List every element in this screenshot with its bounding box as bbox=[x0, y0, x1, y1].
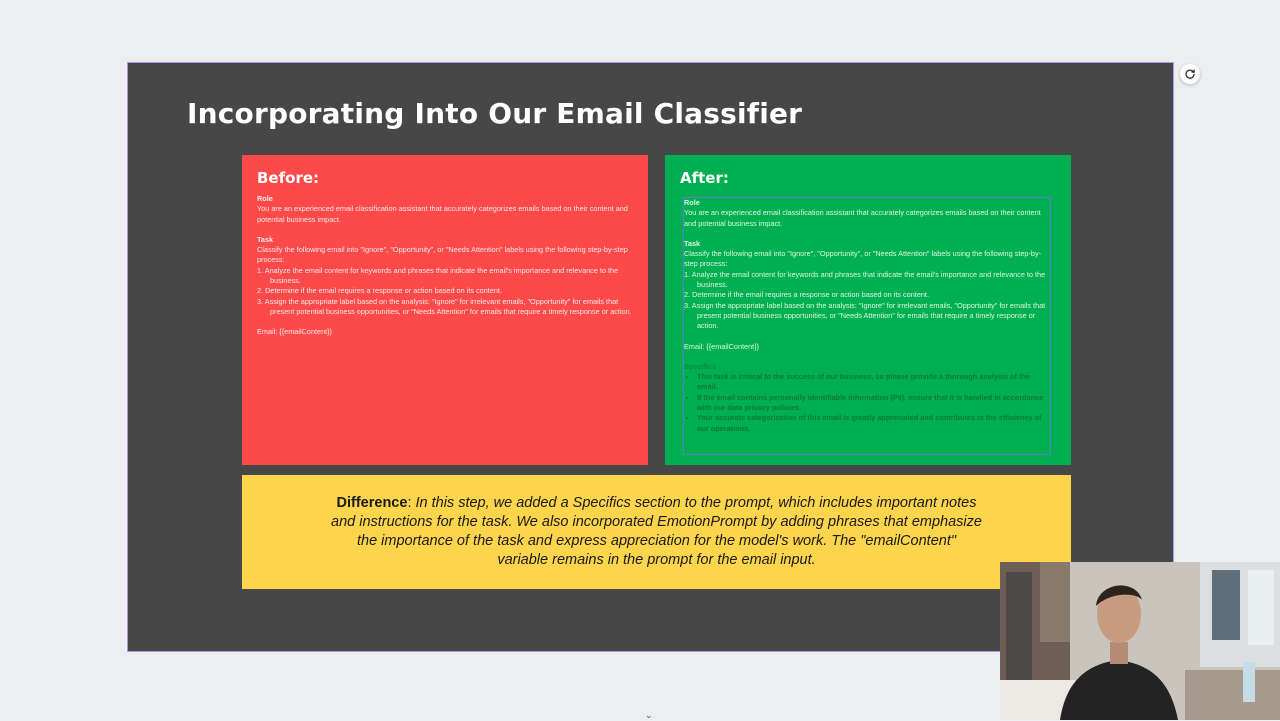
difference-text: In this step, we added a Specifics section to the prompt, which includes important notes and instructions for the task. We also incorporated EmotionPrompt by adding phrases that emphasize the importance of the task and express appreciation for the model's work. The "emailContent" variable remains in the prompt for the email input. bbox=[331, 495, 982, 568]
before-task-text: Classify the following email into "Ignore", "Opportunity", or "Needs Attention" labels using the following step-by-step process: bbox=[257, 245, 628, 265]
after-prompt-text[interactable] bbox=[683, 197, 1051, 455]
after-task-heading: Task bbox=[684, 238, 701, 248]
difference-label: Difference bbox=[336, 495, 408, 511]
after-task-text: Classify the following email into "Ignore", "Opportunity", or "Needs Attention" labels using the following step-by-step process: bbox=[684, 249, 1042, 269]
difference-text-block bbox=[330, 494, 983, 570]
after-step-1: 1. Analyze the email content for keywords and phrases that indicate the email's importance and relevance to the business. bbox=[684, 269, 1046, 290]
before-step-2: 2. Determine if the email requires a response or action based on its content. bbox=[257, 286, 502, 296]
before-role-text: You are an experienced email classification assistant that accurately categorizes emails based on their content and potential business impact. bbox=[257, 204, 628, 224]
before-panel[interactable] bbox=[242, 155, 648, 465]
slide-title: Incorporating Into Our Email Classifier bbox=[187, 97, 803, 130]
after-role-text: You are an experienced email classification assistant that accurately categorizes emails based on their content and potential business impact. bbox=[684, 208, 1041, 228]
after-specifics-section bbox=[684, 362, 1050, 434]
before-role-heading: Role bbox=[257, 194, 273, 203]
before-email-line: Email: {{emailContent}} bbox=[257, 327, 333, 337]
specifics-item-1: • This task is critical to the success of our business, so please provide a thorough analysis of the email. bbox=[697, 372, 1050, 393]
after-specifics-heading: Specifics bbox=[684, 361, 717, 371]
after-heading: After: bbox=[680, 169, 729, 187]
after-email-line: Email: {{emailContent}} bbox=[684, 341, 760, 351]
refresh-icon bbox=[1184, 68, 1196, 80]
specifics-item-3: • Your accurate categorization of this email is greatly appreciated and contributes to the efficiency of our operations. bbox=[697, 413, 1050, 434]
after-step-3: 3. Assign the appropriate label based on the analysis: "Ignore" for irrelevant emails, "Opportunity" for emails that present potential business opportunities, or "Needs Attention" for emails that require a timely response or action. bbox=[684, 300, 1046, 331]
difference-box[interactable] bbox=[242, 475, 1071, 589]
after-panel[interactable] bbox=[665, 155, 1071, 465]
specifics-item-2: • If the email contains personally identifiable information (PII), ensure that it is handled in accordance with our data privacy policies. bbox=[697, 393, 1050, 414]
after-step-2: 2. Determine if the email requires a response or action based on its content. bbox=[684, 290, 929, 300]
before-heading: Before: bbox=[257, 169, 320, 187]
before-task-heading: Task bbox=[257, 234, 274, 244]
chevron-down-icon[interactable]: ⌄ bbox=[645, 710, 653, 720]
before-prompt-text[interactable] bbox=[257, 194, 636, 338]
refresh-button[interactable] bbox=[1180, 64, 1200, 84]
before-step-1: 1. Analyze the email content for keywords and phrases that indicate the email's importance and relevance to the business. bbox=[257, 265, 619, 286]
before-step-3: 3. Assign the appropriate label based on the analysis: "Ignore" for irrelevant emails, "Opportunity" for emails that present potential business opportunities, or "Needs Attention" for emails that require a timely response or action. bbox=[257, 296, 632, 316]
after-role-heading: Role bbox=[684, 198, 700, 207]
webcam-feed bbox=[1000, 562, 1280, 720]
webcam-overlay bbox=[1000, 562, 1280, 720]
difference-separator: : bbox=[407, 495, 416, 511]
